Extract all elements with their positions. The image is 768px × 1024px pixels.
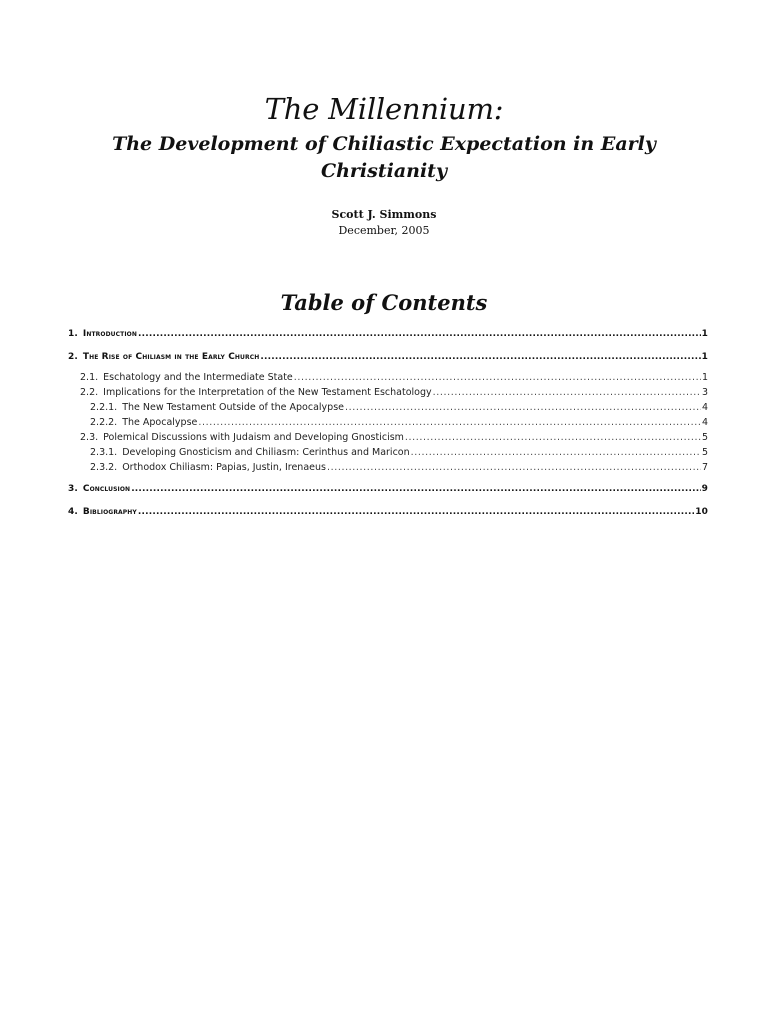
toc-entry[interactable]: [68, 505, 708, 519]
toc-entry-page: 1: [701, 372, 708, 383]
toc-entry-page: 10: [695, 507, 708, 517]
toc-entry-page: 1: [701, 329, 708, 339]
toc-entry-label: Eschatology and the Intermediate State: [103, 372, 293, 383]
toc-entry-page: 4: [701, 417, 708, 428]
toc-entry-page: 5: [701, 447, 708, 458]
toc-entry[interactable]: [80, 431, 708, 445]
toc-entry[interactable]: [90, 461, 708, 475]
toc-entry[interactable]: [90, 401, 708, 415]
toc-entry-label: The New Testament Outside of the Apocalypse: [122, 402, 344, 413]
toc-entry-label: Orthodox Chiliasm: Papias, Justin, Irenaeus: [122, 462, 326, 473]
toc-entry-label: Developing Gnosticism and Chiliasm: Cerinthus and Maricon: [122, 447, 410, 458]
toc-entry[interactable]: [68, 327, 708, 341]
document-subtitle: The Development of Chiliastic Expectation in Early Christianity: [112, 133, 656, 182]
toc-entry-page: 5: [701, 432, 708, 443]
document-date: December, 2005: [338, 224, 430, 237]
toc-entry-label: Bibliography: [82, 507, 137, 517]
toc-entry-number: 2.2.2.: [90, 417, 118, 428]
toc-entry[interactable]: [68, 350, 708, 364]
toc-entry[interactable]: [80, 386, 708, 400]
toc-dot-leader: [198, 416, 701, 430]
toc-entry-page: 7: [701, 462, 708, 473]
toc-entry-number: 4.: [68, 507, 78, 517]
toc-entry-label: The Rise of Chiliasm in the Early Church: [82, 352, 260, 362]
toc-entry-label: Introduction: [82, 329, 137, 339]
toc-dot-leader: [138, 505, 694, 519]
toc-dot-leader: [345, 401, 701, 415]
toc-entry-number: 2.: [68, 352, 78, 362]
toc-entry-number: 1.: [68, 329, 78, 339]
toc-entry[interactable]: [68, 482, 708, 496]
toc-entry-label: Conclusion: [82, 484, 131, 494]
toc-entry-number: 2.3.: [80, 432, 99, 443]
toc-entry-label: The Apocalypse: [122, 417, 198, 428]
toc-heading: Table of Contents: [280, 290, 488, 315]
toc-entry-number: 3.: [68, 484, 78, 494]
toc-entry-number: 2.2.1.: [90, 402, 118, 413]
toc-dot-leader: [131, 482, 700, 496]
toc-entry-page: 1: [701, 352, 708, 362]
document-title: The Millennium:: [264, 92, 504, 126]
toc-dot-leader: [433, 386, 701, 400]
toc-entry-number: 2.1.: [80, 372, 99, 383]
toc-dot-leader: [411, 446, 701, 460]
toc-entry-number: 2.3.1.: [90, 447, 118, 458]
toc-entry-label: Polemical Discussions with Judaism and Developing Gnosticism: [103, 432, 404, 443]
toc-dot-leader: [405, 431, 701, 445]
author-name: Scott J. Simmons: [331, 208, 437, 221]
toc-entry[interactable]: [90, 416, 708, 430]
toc-dot-leader: [260, 350, 700, 364]
toc-entry-page: 3: [701, 387, 708, 398]
toc-entry[interactable]: [80, 371, 708, 385]
toc-entry-page: 9: [701, 484, 708, 494]
toc-entry-page: 4: [701, 402, 708, 413]
toc-dot-leader: [327, 461, 701, 475]
toc-dot-leader: [294, 371, 701, 385]
toc-entry[interactable]: [90, 446, 708, 460]
toc-entry-number: 2.3.2.: [90, 462, 118, 473]
toc-entry-label: Implications for the Interpretation of the New Testament Eschatology: [103, 387, 432, 398]
toc-dot-leader: [138, 327, 701, 341]
toc-entry-number: 2.2.: [80, 387, 99, 398]
